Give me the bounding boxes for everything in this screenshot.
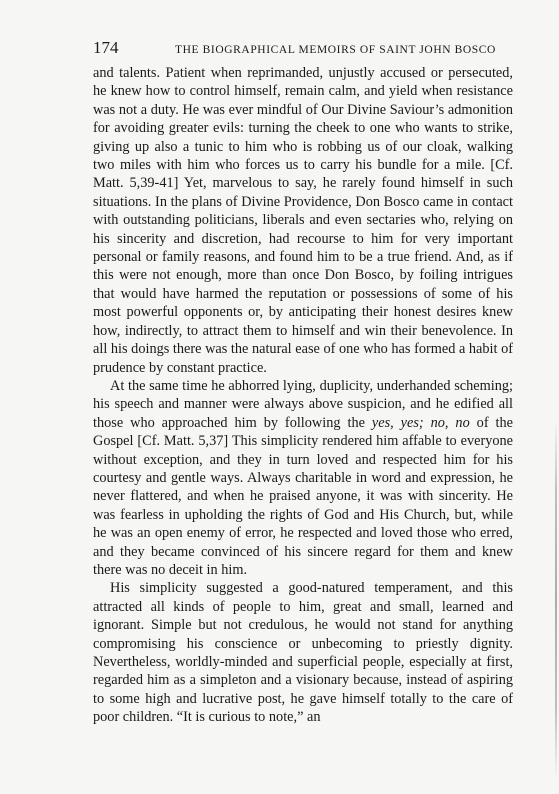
paragraph-1: and talents. Patient when reprimanded, unjustly accused or persecuted, he knew how to control himself, remain calm, and yield when resistance was not a duty. He was ever mindful of Our Divine Saviour’s admonition for avoiding greater evils: turning the cheek to one who wants to strike, giving up also a tunic to him who is robbing us of our cloak, walking two miles with him who forces us to carry his bundle for a mile. [Cf. Matt. 5,39-41] Yet, marvelous to say, he rarely found himself in such situations. In the plans of Divine Providence, Don Bosco came in contact with outstanding politicians, liberals and even sectaries who, relying on his sincerity and discretion, had recourse to him for very important personal or family reasons, and found him to be a true friend. And, as if this were not enough, more than once Don Bosco, by foiling intrigues that would have harmed the reputation or possessions of some of his most powerful opponents or, by anticipating their honest desires knew how, indirectly, to attract them to himself and win their benevolence. In all his doings there was the natural ease of one who has formed a habit of prudence by constant practice. xyxy=(93,65,513,376)
paragraph-3: His simplicity suggested a good-natured temperament, and this attracted all kinds of people to him, great and small, learned and ignorant. Simple but not credulous, he would not stand for anything compromising his conscience or unbecoming to priestly dignity. Nevertheless, worldly-minded and superficial people, especially at first, regarded him as a simpleton and a visionary because, instead of aspiring to some high and lucrative post, he gave himself totally to the care of poor children. “It is curious to note,” an xyxy=(93,580,513,726)
body-text xyxy=(93,64,513,727)
page-number: 174 xyxy=(93,38,119,57)
running-head: THE BIOGRAPHICAL MEMOIRS OF SAINT JOHN BOSCO xyxy=(175,44,496,56)
paragraph-2-part-2: of the Gospel [Cf. Matt. 5,37] This simplicity rendered him affable to everyone without exception, and they in turn loved and respected him for his courtesy and gentle ways. Always charitable in word and expression, he never flattered, and when he praised anyone, it was with sincerity. He was fearless in upholding the rights of God and His Church, but, while he was an open enemy of error, he respected and loved those who erred, and they became convinced of his sincere regard for them and knew there was no deceit in him. xyxy=(93,414,513,578)
paragraph-2-part-1: At the same time he abhorred lying, duplicity, underhanded scheming; his speech and manner were always above suspicion, and he edified all those who approached him by following the xyxy=(93,377,513,431)
page-edge-shadow xyxy=(555,420,557,780)
paragraph-2-italic: yes, yes; no, no xyxy=(371,414,470,431)
paragraph-2 xyxy=(93,377,513,579)
page-header xyxy=(93,38,513,60)
